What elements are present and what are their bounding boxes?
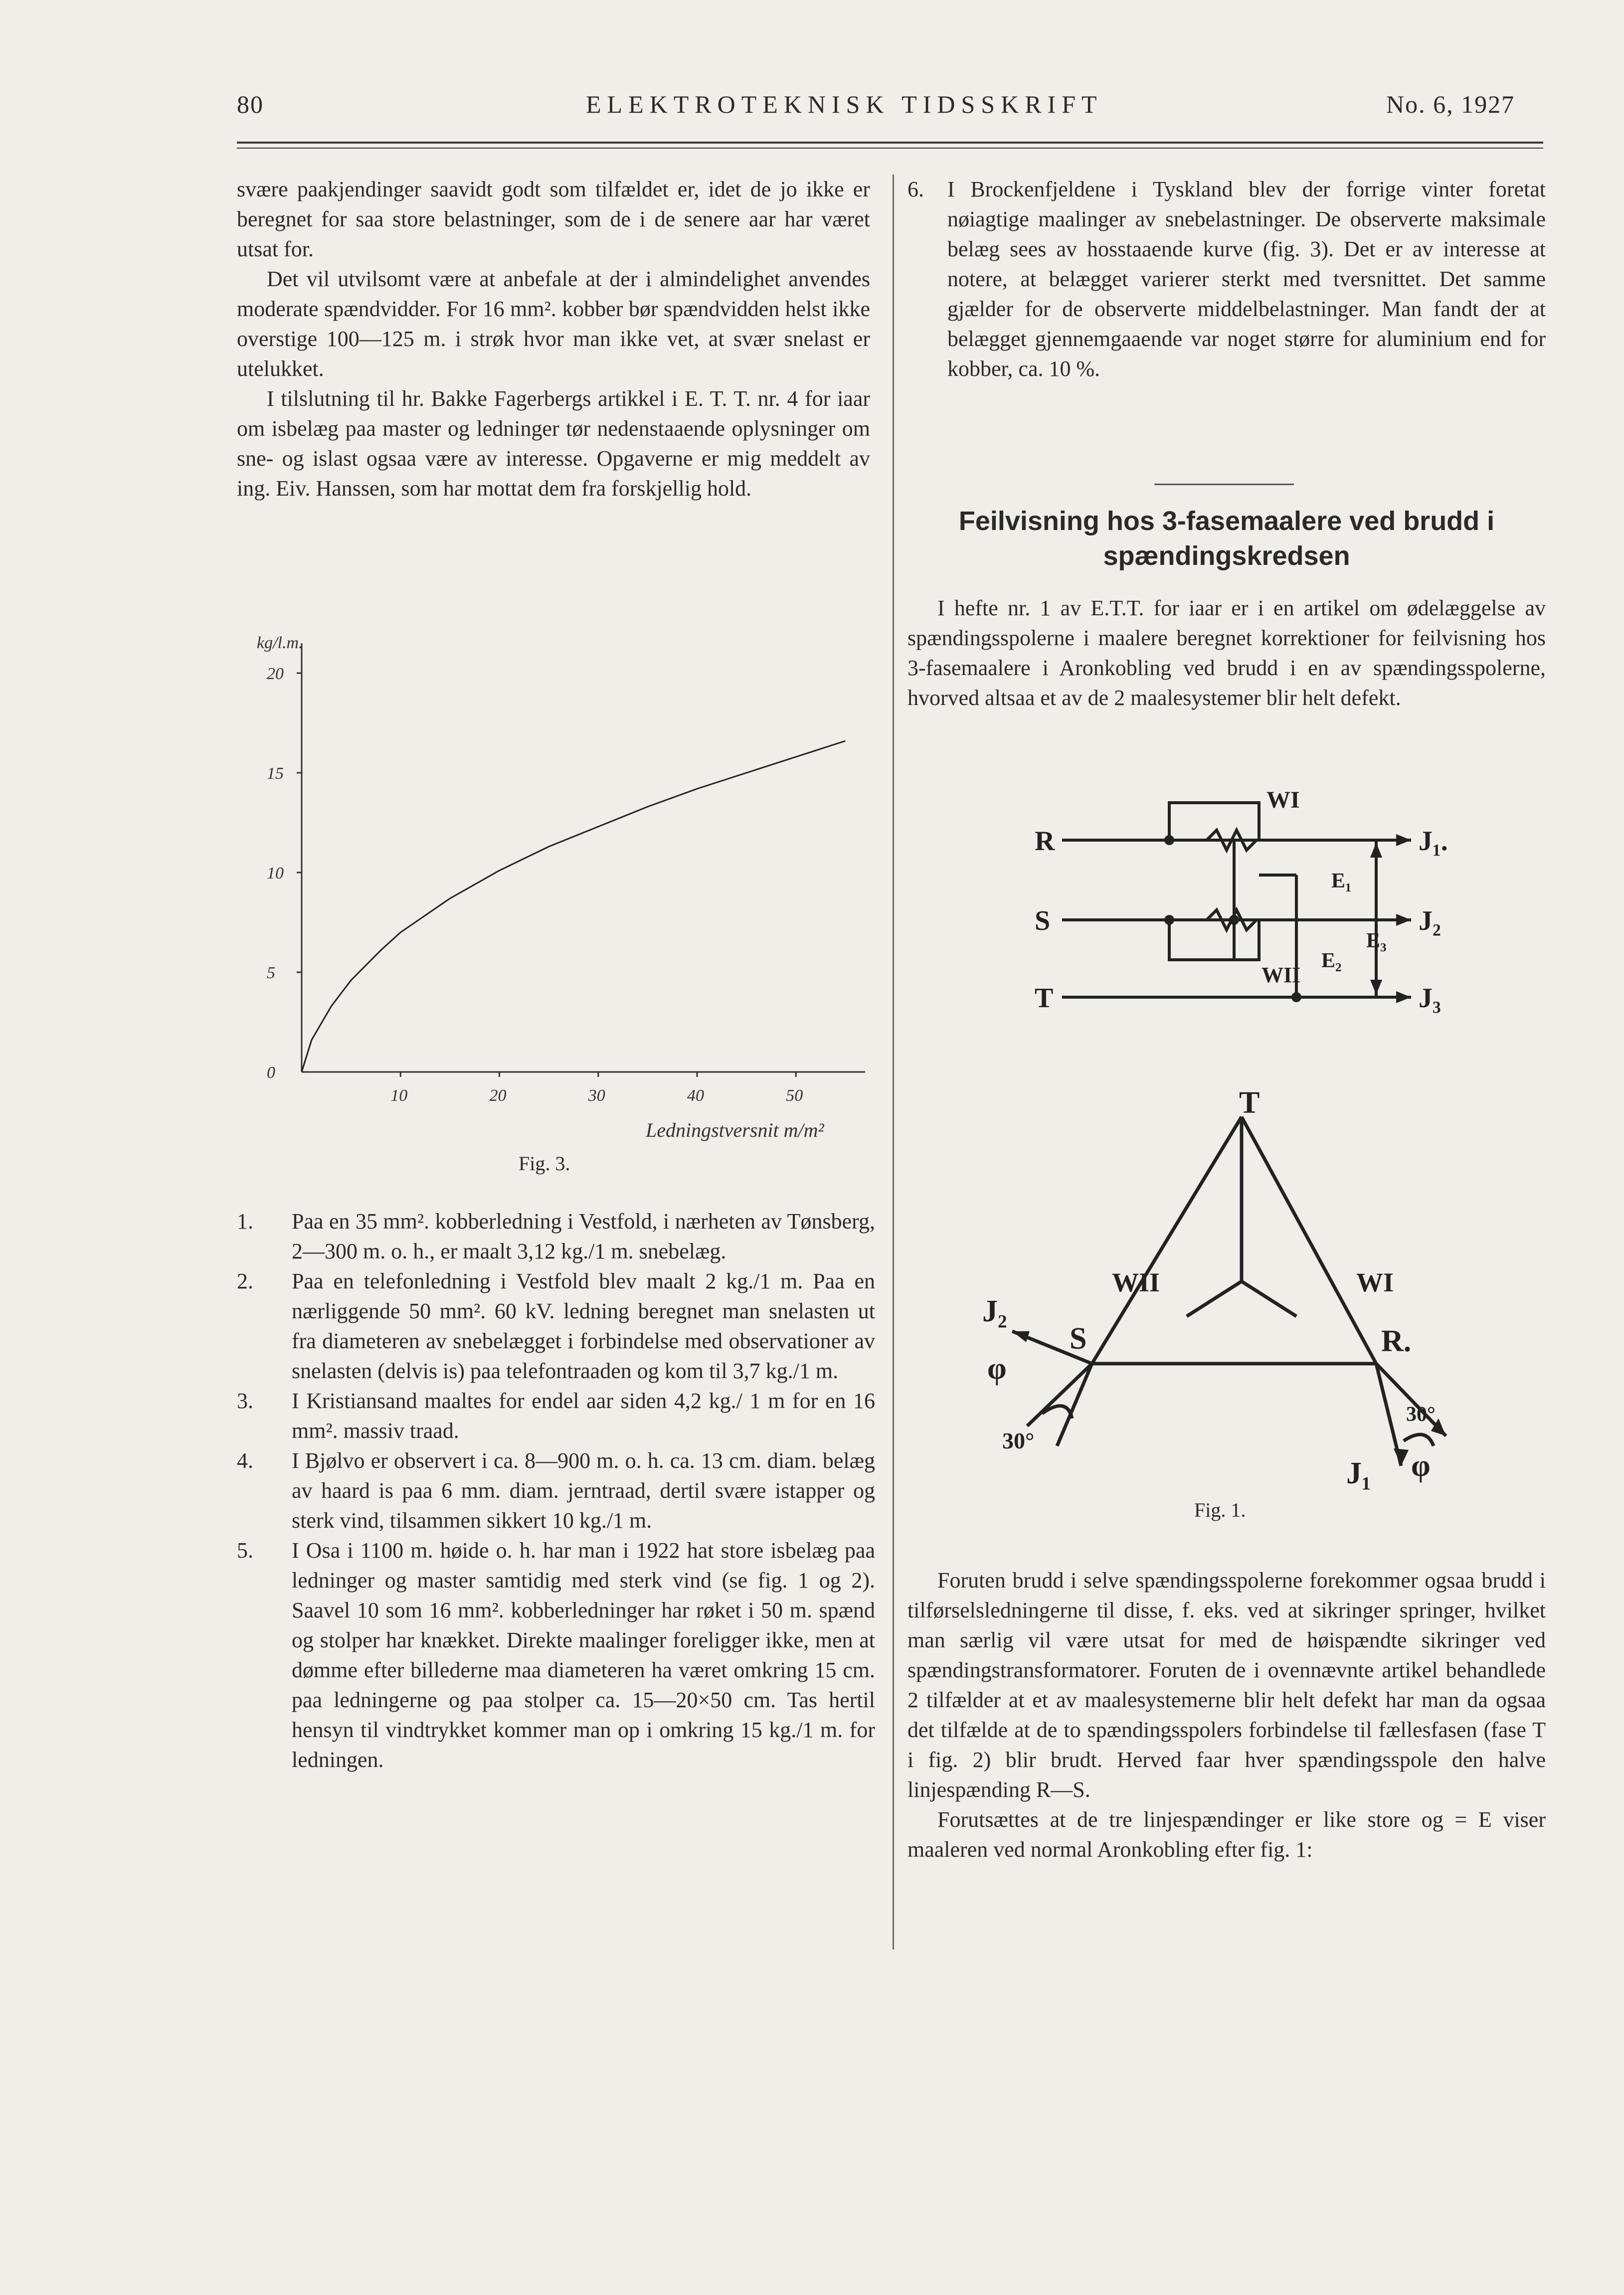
circuit-diagram — [1027, 783, 1476, 1032]
phasor-label-T: T — [1239, 1087, 1260, 1120]
label-R: R — [1035, 826, 1055, 857]
header-rule-top — [237, 142, 1543, 144]
phasor-label-W1: WI — [1356, 1267, 1394, 1297]
y-tick-label: 10 — [267, 864, 284, 883]
header-rule-bottom — [237, 148, 1543, 149]
label-J2: J₂ — [1419, 905, 1441, 936]
journal-title: ELEKTROTEKNISK TIDSSKRIFT — [586, 90, 1103, 118]
phasor-label-S: S — [1070, 1322, 1087, 1356]
y-axis-label: kg/l.m. — [257, 634, 303, 652]
fig1-caption: Fig. 1. — [1194, 1499, 1246, 1521]
left-column-text — [237, 175, 870, 504]
label-T: T — [1035, 983, 1054, 1014]
list-number: 2. — [237, 1269, 253, 1293]
article-heading: Feilvisning hos 3-fasemaalere ved brudd i spændingskredsen — [958, 506, 1495, 571]
list-text: I Kristiansand maaltes for endel aar siden 4,2 kg./ 1 m for en 16 mm². massiv traad. — [292, 1389, 875, 1443]
list-number: 5. — [237, 1538, 253, 1563]
fig3-caption: Fig. 3. — [519, 1152, 570, 1175]
phasor-label-R: R. — [1381, 1324, 1412, 1358]
column-divider — [893, 175, 894, 1949]
y-tick-label: 5 — [267, 964, 275, 982]
paragraph: I hefte nr. 1 av E.T.T. for iaar er i en artikel om ødelæggelse av spændingsspolerne i maalere beregnet korrektioner for feilvisning hos 3-fasemaalere i Aronkobling ved brudd i en av spændingsspolerne, hvorved altsaa et av de 2 maalesystemer blir helt defekt. — [907, 596, 1546, 710]
y-tick-label: 0 — [267, 1063, 275, 1082]
y-tick-label: 20 — [267, 665, 284, 683]
list-text: Paa en 35 mm². kobberledning i Vestfold, i nærheten av Tønsberg, 2—300 m. o. h., er maalt 3,12 kg./1 m. snebelæg. — [292, 1209, 875, 1263]
x-tick-label: 10 — [390, 1086, 408, 1105]
list-text: I Osa i 1100 m. høide o. h. har man i 1922 hat store isbelæg paa ledninger og master samtidig med sterk vind (se fig. 1 og 2). Saavel 10 som 16 mm². kobberledninger har røket i 50 m. spænd og stolper har knækket. Direkte maalinger foreligger ikke, men at dømme efter billederne maa diameteren ha været omkring 15 cm. paa ledningerne og paa stolper ca. 15—20×50 cm. Tas hertil hensyn til vindtrykket kommer man op i omkring 15 kg./1 m. for ledningen. — [292, 1538, 875, 1772]
phasor-label-J2: J₂ — [982, 1294, 1007, 1328]
phasor-diagram — [967, 1087, 1476, 1516]
x-tick-label: 50 — [786, 1086, 803, 1105]
label-S: S — [1035, 905, 1051, 936]
list-text: I Bjølvo er observert i ca. 8—900 m. o. h. ca. 13 cm. diam. belæg av haard is paa 6 mm. diam. jerntraad, dertil svære istapper og sterk vind, tilsammen sikkert 10 kg./1 m. — [292, 1448, 875, 1533]
list-item — [237, 1386, 875, 1446]
label-J1: J₁. — [1419, 826, 1448, 857]
phasor-label-J1: J₁ — [1346, 1456, 1371, 1490]
list-number: 4. — [237, 1448, 253, 1473]
list-item — [907, 175, 1546, 384]
paragraph: Forutsættes at de tre linjespændinger er like store og = E viser maaleren ved normal Aronkobling efter fig. 1: — [907, 1807, 1546, 1862]
list-item — [237, 1266, 875, 1386]
phasor-label-phi-right: φ — [1411, 1449, 1431, 1483]
paragraph: Foruten brudd i selve spændingsspolerne forekommer ogsaa brudd i tilførselsledningerne til disse, f. eks. ved at sikringer springer, hvilket man særlig vil være utsat for med de høispændte sikringer ved spændingstransformatorer. Foruten de i ovennævnte artikel behandlede 2 tilfælder at et av maalesystemerne blir helt defekt har man da ogsaa det tilfælde at de to spændingsspolers forbindelse til fællesfasen (fase T i fig. 2) blir brudt. Herved faar hver spændingsspole den halve linjespænding R—S. — [907, 1568, 1546, 1802]
list-item — [237, 1536, 875, 1775]
issue-label: No. 6, 1927 — [1386, 90, 1515, 118]
y-tick-label: 15 — [267, 764, 284, 783]
label-W2: WII — [1262, 963, 1301, 987]
right-column-text — [907, 175, 1546, 384]
x-axis-label: Ledningstversnit m/m² — [646, 1119, 824, 1141]
article-intro — [907, 593, 1546, 713]
phasor-label-W2: WII — [1112, 1267, 1160, 1297]
list-number: 6. — [907, 177, 924, 201]
fig3-chart — [239, 623, 888, 1152]
observations-list — [237, 1207, 875, 1775]
label-E1: E₁ — [1331, 870, 1352, 892]
phasor-label-phi-left: φ — [987, 1352, 1007, 1386]
x-tick-label: 20 — [489, 1086, 507, 1105]
page-number: 80 — [237, 90, 264, 118]
x-tick-label: 40 — [687, 1086, 704, 1105]
x-tick-label: 30 — [588, 1086, 605, 1105]
label-W1: WI — [1266, 787, 1300, 813]
list-number: 1. — [237, 1209, 253, 1234]
list-text: Paa en telefonledning i Vestfold blev maalt 2 kg./1 m. Paa en nærliggende 50 mm². 60 kV. ledning beregnet man snelasten ut fra diameteren av snebelægget i forbindelse med observationer av snelasten (delvis is) paa telefontraaden og kom til 3,7 kg./1 m. — [292, 1269, 875, 1383]
paragraph: I tilslutning til hr. Bakke Fagerbergs artikkel i E. T. T. nr. 4 for iaar om isbelæg paa master og ledninger tør nedenstaaende oplysninger om sne- og islast ogsaa være av interesse. Opgaverne er mig meddelt av ing. Eiv. Hanssen, som har mottat dem fra forskjellig hold. — [237, 386, 870, 501]
paragraph: svære paakjendinger saavidt godt som tilfældet er, idet de jo ikke er beregnet for saa store belastninger, som de i de senere aar har været utsat for. — [237, 177, 870, 261]
phasor-label-angle-right: 30° — [1406, 1403, 1436, 1426]
label-J3: J₃ — [1419, 983, 1441, 1014]
list-item — [237, 1446, 875, 1536]
label-E3: E₃ — [1366, 929, 1387, 952]
article-body — [907, 1566, 1546, 1865]
phasor-label-angle-left: 30° — [1002, 1428, 1035, 1453]
data-series-line — [302, 741, 845, 1072]
list-number: 3. — [237, 1389, 253, 1413]
list-item — [237, 1207, 875, 1266]
section-separator — [1154, 484, 1294, 485]
list-text: I Brockenfjeldene i Tyskland blev der forrige vinter foretat nøiagtige maalinger av snebelastninger. De observerte maksimale belæg sees av hosstaaende kurve (fig. 3). Det er av interesse at notere, at belægget varierer sterkt med tversnittet. Det samme gjælder for de observerte middelbelastninger. Man fandt der at belægget gjennemgaaende var noget større for aluminium end for kobber, ca. 10 %. — [947, 177, 1546, 381]
label-E2: E₂ — [1321, 949, 1342, 972]
paragraph: Det vil utvilsomt være at anbefale at der i almindelighet anvendes moderate spændvidder. For 16 mm². kobber bør spændvidden helst ikke overstige 100—125 m. i strøk hvor man ikke vet, at svær snelast er utelukket. — [237, 267, 870, 381]
